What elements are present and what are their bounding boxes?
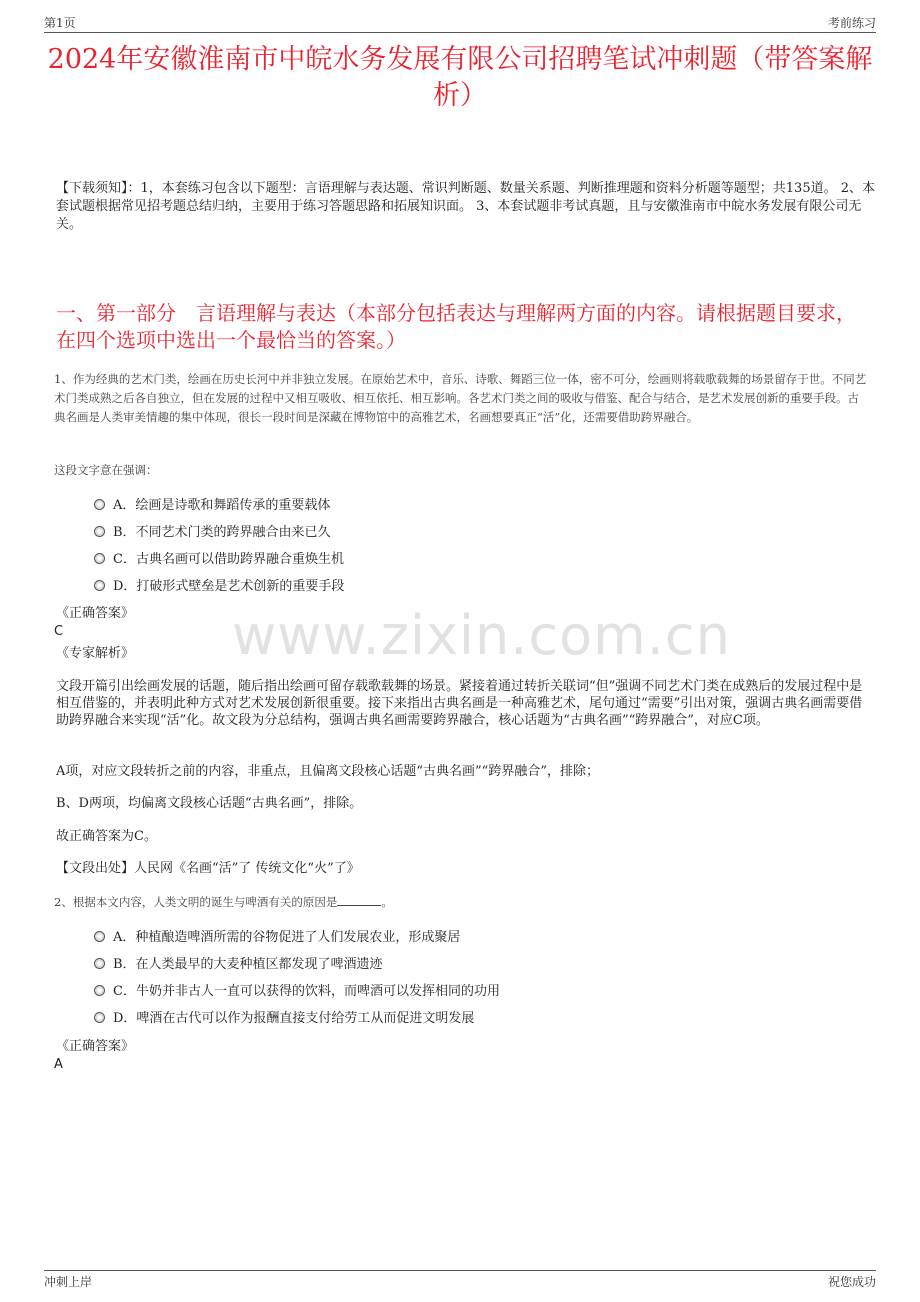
section-heading: 一、第一部分 言语理解与表达（本部分包括表达与理解两方面的内容。请根据题目要求，在四个选项中选出一个最恰当的答案。）	[56, 301, 856, 352]
option-label: A．种植酿造啤酒所需的谷物促进了人们发展农业，形成聚居	[113, 930, 461, 945]
document-title: 2024年安徽淮南市中皖水务发展有限公司招聘笔试冲刺题（带答案解析）	[47, 44, 873, 111]
question-1-source: 【文段出处】人民网《名画“活”了 传统文化“火”了》	[56, 861, 360, 876]
question-2-option-b[interactable]	[94, 956, 383, 974]
radio-button-icon[interactable]	[94, 1012, 105, 1023]
question-1-analysis-label: 《专家解析》	[56, 646, 135, 661]
footer-right-label: 祝您成功	[827, 1275, 876, 1289]
question-1-analysis-paragraph: 故正确答案为C。	[56, 829, 157, 844]
question-1-analysis-paragraph: 文段开篇引出绘画发展的话题，随后指出绘画可留存载歌载舞的场景。紧接着通过转折关联词“但”强调不同艺术门类在成熟后的发展过程中是相互借鉴的，并表明此种方式对艺术发展创新很重要。接下来指出古典名画是一种高雅艺术，尾句通过“需要”引出对策，强调古典名画需要借助跨界融合来实现“活”化。故文段为分总结构，强调古典名画需要跨界融合，核心话题为“古典名画”“跨界融合”，对应C项。	[56, 679, 863, 728]
option-label: D．啤酒在古代可以作为报酬直接支付给劳工从而促进文明发展	[113, 1011, 475, 1026]
question-2-stem-text: 2、根据本文内容，人类文明的诞生与啤酒有关的原因是	[54, 895, 338, 909]
radio-button-icon[interactable]	[94, 526, 105, 537]
radio-button-icon[interactable]	[94, 985, 105, 996]
question-1-analysis-paragraph: A项，对应文段转折之前的内容，非重点，且偏离文段核心话题“古典名画”“跨界融合”，排除；	[56, 764, 599, 779]
watermark: www.zixin.com.cn	[232, 604, 731, 667]
question-1-prompt: 这段文字意在强调：	[54, 463, 158, 477]
question-2-answer: A	[54, 1057, 63, 1072]
question-2-answer-label: 《正确答案》	[56, 1039, 135, 1054]
option-label: B．不同艺术门类的跨界融合由来已久	[113, 525, 331, 540]
question-1-answer: C	[54, 624, 64, 639]
radio-button-icon[interactable]	[94, 931, 105, 942]
question-1-option-b[interactable]	[94, 524, 331, 542]
download-notice: 【下载须知】：1，本套练习包含以下题型：言语理解与表达题、常识判断题、数量关系题、判断推理题和资料分析题等题型；共135道。 2、本套试题根据常见招考题总结归纳，主要用于练习答题思路和拓展知识面。 3、本套试题非考试真题，且与安徽淮南市中皖水务发展有限公司无关。	[56, 181, 875, 232]
header-rule	[44, 32, 876, 33]
header-right-label: 考前练习	[827, 16, 876, 30]
radio-button-icon[interactable]	[94, 958, 105, 969]
question-2-option-d[interactable]	[94, 1010, 474, 1028]
question-1-answer-label: 《正确答案》	[56, 606, 135, 621]
option-label: C．牛奶并非古人一直可以获得的饮料，而啤酒可以发挥相同的功用	[113, 984, 500, 999]
option-label: B．在人类最早的大麦种植区都发现了啤酒遗迹	[113, 957, 383, 972]
option-label: A．绘画是诗歌和舞蹈传承的重要载体	[113, 498, 331, 513]
question-2-stem-end: 。	[381, 895, 393, 909]
answer-blank	[337, 895, 381, 906]
footer-left-label: 冲刺上岸	[44, 1275, 93, 1289]
option-label: C．古典名画可以借助跨界融合重焕生机	[113, 552, 344, 567]
question-1-option-a[interactable]	[94, 497, 330, 515]
option-label: D．打破形式壁垒是艺术创新的重要手段	[113, 579, 345, 594]
question-2-stem	[54, 894, 393, 910]
page-number: 第1页	[44, 16, 76, 30]
question-1-analysis-paragraph: B、D两项，均偏离文段核心话题“古典名画”，排除。	[56, 796, 363, 811]
footer-rule	[44, 1270, 876, 1271]
question-2-option-a[interactable]	[94, 929, 460, 947]
question-1-option-c[interactable]	[94, 551, 344, 569]
question-1-option-d[interactable]	[94, 578, 344, 596]
question-2-option-c[interactable]	[94, 983, 500, 1001]
radio-button-icon[interactable]	[94, 553, 105, 564]
radio-button-icon[interactable]	[94, 499, 105, 510]
radio-button-icon[interactable]	[94, 580, 105, 591]
question-1-stem: 1、作为经典的艺术门类，绘画在历史长河中并非独立发展。在原始艺术中，音乐、诗歌、舞蹈三位一体，密不可分，绘画则将载歌载舞的场景留存于世。不同艺术门类成熟之后各自独立，但在发展的过程中又相互吸收、相互依托、相互影响。各艺术门类之间的吸收与借鉴、配合与结合，是艺术发展创新的重要手段。古典名画是人类审美情趣的集中体现，很长一段时间是深藏在博物馆中的高雅艺术，名画想要真正“活”化，还需要借助跨界融合。	[54, 372, 867, 424]
